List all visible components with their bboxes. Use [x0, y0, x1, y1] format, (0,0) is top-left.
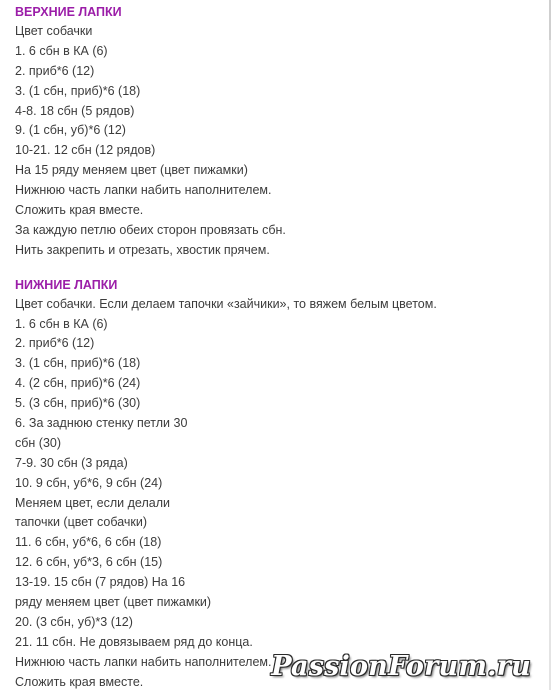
instruction-line: 2. приб*6 (12) [15, 63, 95, 78]
instruction-line: 9. (1 сбн, уб)*6 (12) [15, 123, 126, 138]
instruction-line: ряду меняем цвет (цвет пижамки) [15, 595, 212, 610]
instruction-line: Нижнюю часть лапки набить наполнителем. [15, 183, 272, 198]
instruction-line: 21. 11 сбн. Не довязываем ряд до конца. [15, 634, 253, 649]
instruction-line: 4. (2 сбн, приб)*6 (24) [15, 376, 141, 391]
site-watermark: PassionForum.ru [271, 651, 531, 682]
instruction-line: Сложить края вместе. [15, 674, 144, 689]
instruction-line: 20. (3 сбн, уб)*3 (12) [15, 614, 133, 629]
instruction-line: 6. За заднюю стенку петли 30 [15, 416, 188, 431]
section-heading-upper-paws: ВЕРХНИЕ ЛАПКИ [15, 5, 122, 19]
instruction-line: 11. 6 сбн, уб*6, 6 сбн (18) [15, 535, 162, 550]
instruction-line: Нить закрепить и отрезать, хвостик прячем. [15, 242, 270, 257]
instruction-line: 3. (1 сбн, приб)*6 (18) [15, 356, 141, 371]
instruction-line: сбн (30) [15, 435, 62, 450]
instruction-line: 5. (3 сбн, приб)*6 (30) [15, 396, 141, 411]
instruction-line: 13-19. 15 сбн (7 рядов) На 16 [15, 575, 186, 590]
instruction-line: тапочки (цвет собачки) [15, 515, 147, 530]
instruction-line: 10. 9 сбн, уб*6, 9 сбн (24) [15, 475, 163, 490]
instruction-line: На 15 ряду меняем цвет (цвет пижамки) [15, 163, 248, 178]
instruction-line: Цвет собачки [15, 24, 93, 38]
instruction-line: Меняем цвет, если делали [15, 495, 170, 510]
section-heading-lower-paws: НИЖНИЕ ЛАПКИ [15, 277, 118, 292]
instruction-line: 2. приб*6 (12) [15, 336, 95, 351]
instruction-line: 3. (1 сбн, приб)*6 (18) [15, 83, 141, 98]
instruction-line: 1. 6 сбн в КА (6) [15, 316, 108, 331]
instruction-line: 4-8. 18 сбн (5 рядов) [15, 103, 135, 118]
instruction-line: Нижнюю часть лапки набить наполнителем. [15, 654, 272, 669]
article-content [15, 0, 535, 693]
instruction-line: Цвет собачки. Если делаем тапочки «зайчики», то вяжем белым цветом. [15, 296, 437, 311]
instruction-line: За каждую петлю обеих сторон провязать сбн. [15, 222, 286, 237]
upper-paws-instructions [15, 22, 535, 261]
instruction-line: 10-21. 12 сбн (12 рядов) [15, 143, 156, 158]
instruction-line: 12. 6 сбн, уб*3, 6 сбн (15) [15, 555, 163, 570]
lower-paws-instructions [15, 295, 535, 693]
instruction-line: Сложить края вместе. [15, 203, 144, 218]
instruction-line: 7-9. 30 сбн (3 ряда) [15, 455, 128, 470]
instruction-line: 1. 6 сбн в КА (6) [15, 43, 108, 58]
